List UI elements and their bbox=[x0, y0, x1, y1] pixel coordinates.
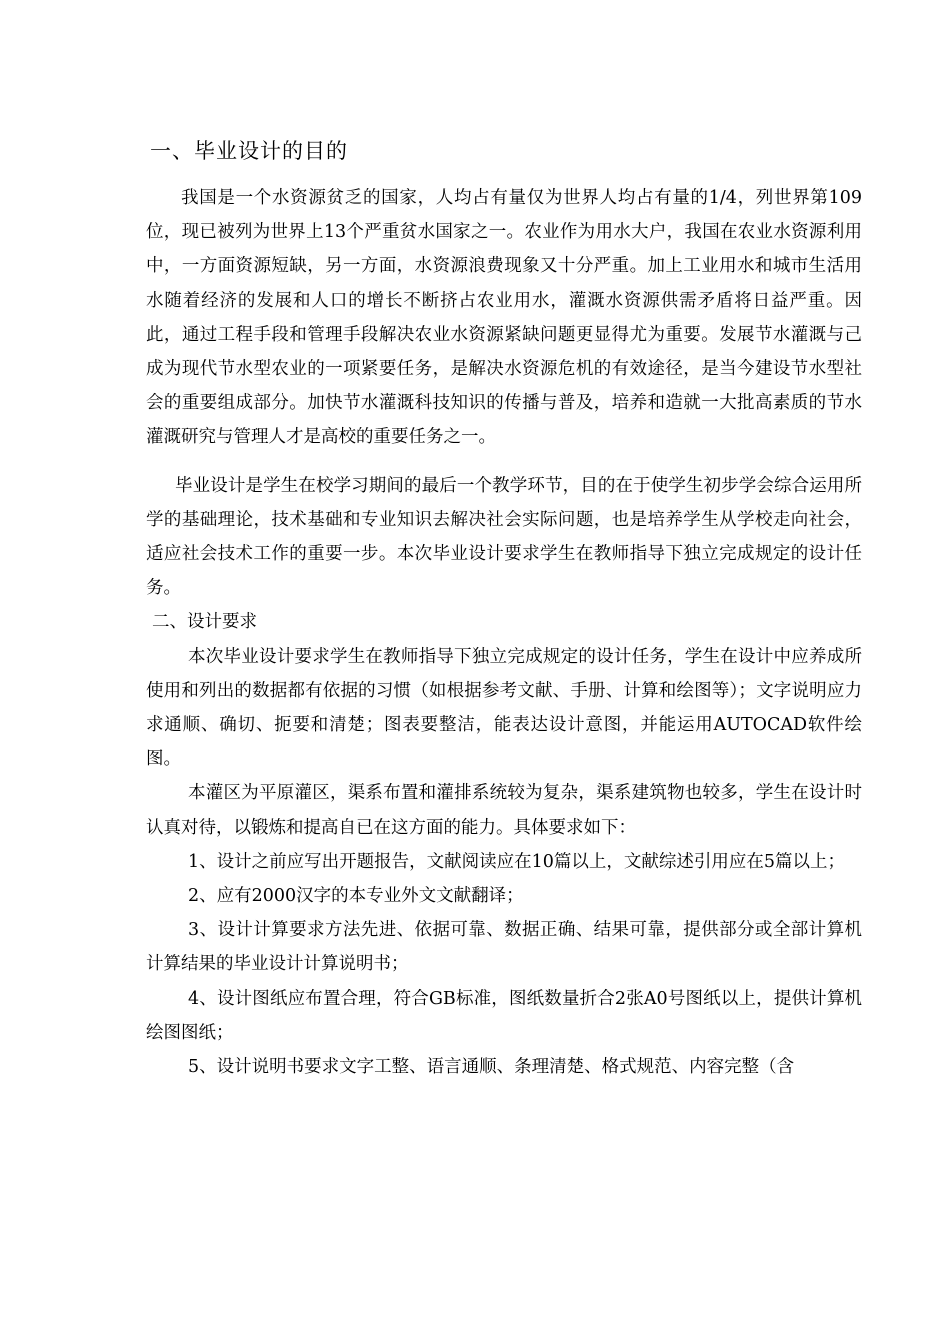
document-body bbox=[146, 181, 862, 1084]
section-1-paragraph-1: 我国是一个水资源贫乏的国家，人均占有量仅为世界人均占有量的1/4，列世界第109位，现已被列为世界上13个严重贫水国家之一。农业作为用水大户，我国在农业水资源利用中，一方面资源短缺，另一方面，水资源浪费现象又十分严重。加上工业用水和城市生活用水随着经济的发展和人口的增长不断挤占农业用水，灌溉水资源供需矛盾将日益严重。因此，通过工程手段和管理手段解决农业水资源紧缺问题更显得尤为重要。发展节水灌溉与己成为现代节水型农业的一项紧要任务，是解决水资源危机的有效途径，是当今建设节水型社会的重要组成部分。加快节水灌溉科技知识的传播与普及，培养和造就一大批高素质的节水灌溉研究与管理人才是高校的重要任务之一。 bbox=[146, 188, 862, 448]
section-2-heading: 二、设计要求 bbox=[152, 612, 257, 633]
requirement-item-5: 5、设计说明书要求文字工整、语言通顺、条理清楚、格式规范、内容完整（含 bbox=[188, 1057, 795, 1078]
section-1-heading: 一、毕业设计的目的 bbox=[150, 139, 348, 163]
requirement-item-4: 4、设计图纸应布置合理，符合GB标准，图纸数量折合2张A0号图纸以上，提供计算机绘图图纸； bbox=[146, 988, 862, 1043]
requirement-item-3: 3、设计计算要求方法先进、依据可靠、数据正确、结果可靠，提供部分或全部计算机计算结果的毕业设计计算说明书； bbox=[146, 920, 862, 975]
section-2-paragraph-1: 本次毕业设计要求学生在教师指导下独立完成规定的设计任务，学生在设计中应养成所使用和列出的数据都有依据的习惯（如根据参考文献、手册、计算和绘图等）；文字说明应力求通顺、确切、扼要和清楚；图表要整洁，能表达设计意图，并能运用AUTOCAD软件绘图。 bbox=[146, 646, 862, 770]
requirement-item-1: 1、设计之前应写出开题报告，文献阅读应在10篇以上，文献综述引用应在5篇以上； bbox=[188, 851, 846, 872]
section-1-paragraph-2: 毕业设计是学生在校学习期间的最后一个教学环节，目的在于使学生初步学会综合运用所学的基础理论，技术基础和专业知识去解决社会实际问题，也是培养学生从学校走向社会，适应社会技术工作的重要一步。本次毕业设计要求学生在教师指导下独立完成规定的设计任务。 bbox=[146, 475, 862, 599]
requirement-item-2: 2、应有2000汉字的本专业外文文献翻译； bbox=[188, 886, 524, 907]
section-2-paragraph-2: 本灌区为平原灌区，渠系布置和灌排系统较为复杂，渠系建筑物也较多，学生在设计时认真对待，以锻炼和提高自已在这方面的能力。具体要求如下： bbox=[146, 783, 862, 838]
